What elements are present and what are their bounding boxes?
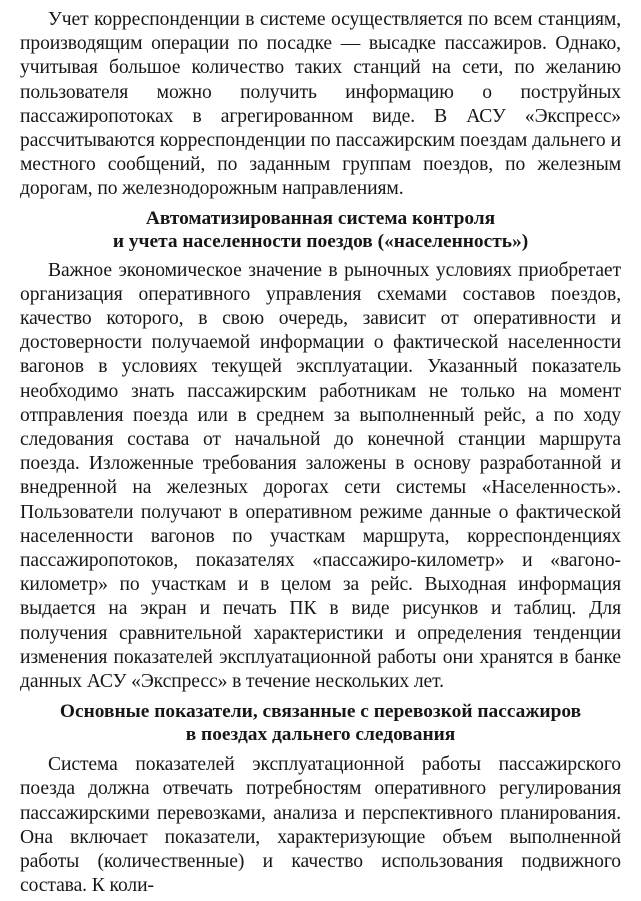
section-heading-line: Основные показатели, связанные с перевозкой пассажиров <box>59 701 582 723</box>
section-heading-line: и учета населенности поездов («населенность») <box>112 230 529 252</box>
section-heading-line: Автоматизированная система контроля <box>145 207 496 229</box>
section-heading-line: в поездах дальнего следования <box>185 724 456 746</box>
document-page <box>20 8 621 899</box>
section-heading-occupancy-system <box>20 207 621 253</box>
paragraph-occupancy-system: Важное экономическое значение в рыночных условиях приобретает организация оперативного управления схемами составов поездов, качество которого, в свою очередь, зависит от оперативности и достоверности получаемой информации о фактической населенности вагонов в условиях текущей эксплуатации. Указанный показатель необходимо знать пассажирским работникам не только на момент отправления поезда или в среднем за выполненный рейс, а по ходу следования состава от начальной до конечной станции маршрута поезда. Изложенные требования заложены в основу разработанной и внедренной на железных дорогах сети системы «Населенность». Пользователи получают в оперативном режиме данные о фактической населенности вагонов по участкам маршрута, корреспонденциях пассажиропотоков, показателях «пассажиро-километр» и «вагоно-километр» по участкам и в целом за рейс. Выходная информация выдается на экран и печать ПК в виде рисунков и таблиц. Для получения сравнительной характеристики и определения тенденции изменения показателей эксплуатационной работы они хранятся в банке данных АСУ «Экспресс» в течение нескольких лет. <box>20 259 621 693</box>
section-heading-main-indicators <box>20 700 621 746</box>
paragraph-indicator-system: Система показателей эксплуатационной работы пассажирского поезда должна отвечать потребностям оперативного регулирования пассажирскими перевозками, анализа и перспективного планирования. Она включает показатели, характеризующие объем выполненной работы (количественные) и качество использования подвижного состава. К коли- <box>20 754 621 897</box>
paragraph-correspondence-accounting: Учет корреспонденции в системе осуществляется по всем станциям, производящим операции по посадке — высадке пассажиров. Однако, учитывая большое количество таких станций на сети, по желанию пользователя можно получить информацию о поструйных пассажиропотоках в агрегированном виде. В АСУ «Экспресс» рассчитываются корреспонденции по пассажирским поездам дальнего и местного сообщений, по заданным группам поездов, по железным дорогам, по железнодорожным направлениям. <box>20 9 621 200</box>
